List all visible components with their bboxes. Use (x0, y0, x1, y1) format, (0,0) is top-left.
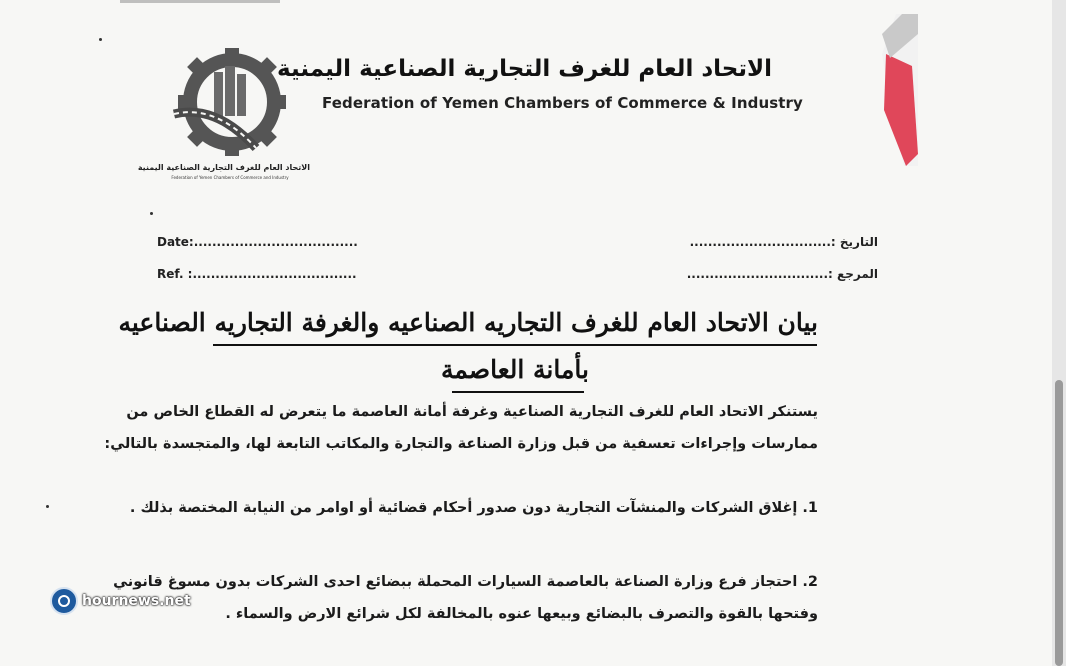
ref-field-arabic: المرجع :............................... (686, 267, 878, 281)
organization-name-english: Federation of Yemen Chambers of Commerce & Industry (322, 94, 803, 112)
statement-title-line-2: بأمانة العاصمة (441, 355, 589, 384)
scan-speck (46, 505, 49, 508)
list-item-1: 1. إغلاق الشركات والمنشآت التجارية دون صدور أحكام قضائية أو اوامر من النيابة المختصة بذلك . (129, 500, 818, 516)
logo-caption-arabic: الاتحاد العام للغرف التجارية الصناعية اليمنية (137, 163, 310, 172)
scan-speck (150, 212, 153, 215)
logo-caption-english: Federation of Yemen Chambers of Commerce and Industry (171, 175, 289, 180)
corner-stripe-decoration (882, 14, 918, 166)
title-underline-1 (213, 344, 817, 346)
ref-field-english: Ref. :.................................... (157, 267, 357, 281)
statement-title-line-1: بيان الاتحاد العام للغرف التجاريه الصناعيه والغرفة التجاريه الصناعيه (118, 308, 818, 337)
intro-paragraph: يستنكر الاتحاد العام للغرف التجارية الصناعية وغرفة أمانة العاصمة ما يتعرض له القطاع الخاص من ممارسات وإجراءات تعسفية من قبل وزارة الصناعة والتجارة والمكاتب التابعة لها، والمتجسدة بالتالي: (104, 404, 818, 452)
list-item-2: 2. احتجاز فرع وزارة الصناعة بالعاصمة السيارات المحملة ببضائع احدى الشركات بدون مسوغ قانوني وفتحها بالقوة والتصرف بالبضائع وبيعها عنوه بالمخالفة لكل شرائع الارض والسماء . (113, 574, 818, 622)
watermark (50, 586, 191, 616)
hournews-logo-icon (50, 587, 78, 615)
organization-name-arabic: الاتحاد العام للغرف التجارية الصناعية اليمنية (277, 56, 772, 82)
scrollbar-thumb[interactable] (1055, 380, 1063, 666)
date-field-english: Date:.................................... (157, 235, 358, 249)
vertical-scrollbar[interactable] (1052, 0, 1066, 666)
date-field-arabic: التاريخ :............................... (689, 235, 878, 249)
scan-speck (99, 38, 102, 41)
title-underline-2 (452, 391, 584, 393)
scan-artifact-line (120, 0, 280, 3)
federation-logo (166, 44, 286, 164)
watermark-text: hournews.net (82, 593, 191, 609)
